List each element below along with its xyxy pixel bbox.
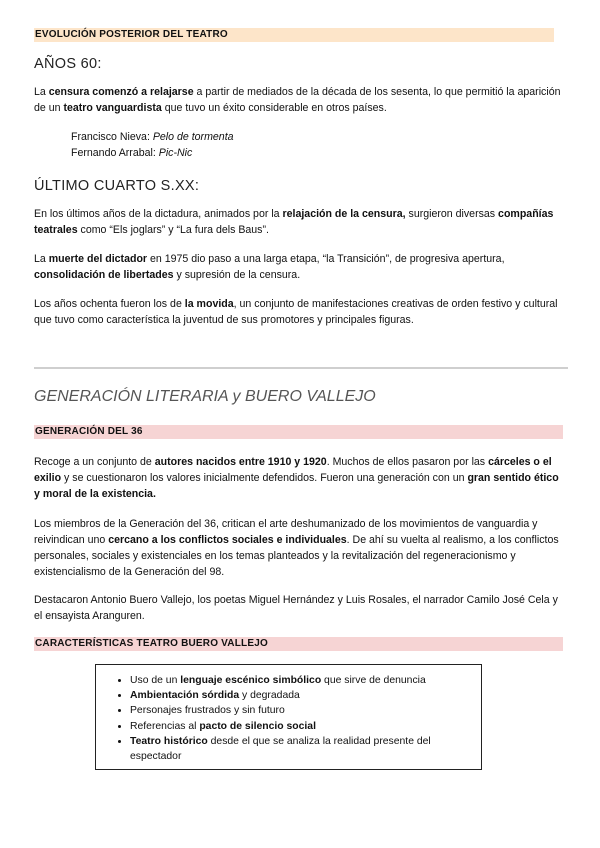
list-item: • Referencias al pacto de silencio social (130, 719, 481, 734)
list-item: • Ambientación sórdida y degradada (130, 688, 481, 703)
author-item: Fernando Arrabal: Pic-Nic (71, 147, 193, 159)
author-list (71, 129, 234, 161)
paragraph-movida: Los años ochenta fueron los de la movida, un conjunto de manifestaciones creativas de orden festivo y cultural que tuvo como característica la juventud de sus promotores y principales figuras. (34, 298, 558, 326)
paragraph-generacion-1: Recoge a un conjunto de autores nacidos entre 1910 y 1920. Muchos de ellos pasaron por las cárceles o el exilio y se cuestionaron los valores inicialmente defendidos. Fueron una generación con un gran sentido ético y moral de la existencia. (34, 456, 559, 500)
characteristics-box (95, 664, 482, 770)
author-item: Francisco Nieva: Pelo de tormenta (71, 131, 234, 143)
paragraph-generacion-3: Destacaron Antonio Buero Vallejo, los poetas Miguel Hernández y Luis Rosales, el narrador Camilo José Cela y el ensayista Aranguren. (34, 594, 558, 622)
list-item: • Personajes frustrados y sin futuro (130, 703, 481, 718)
section-banner-evolucion: EVOLUCIÓN POSTERIOR DEL TEATRO (34, 28, 554, 42)
section-divider (34, 367, 568, 369)
section-banner-generacion-36: GENERACIÓN DEL 36 (34, 425, 563, 439)
heading-ultimo-cuarto: ÚLTIMO CUARTO S.XX: (34, 178, 200, 194)
paragraph-dictadura: En los últimos años de la dictadura, animados por la relajación de la censura, surgieron diversas compañías teatrales como “Els joglars” y “La fura dels Baus”. (34, 208, 554, 236)
paragraph-transicion: La muerte del dictador en 1975 dio paso a una larga etapa, “la Transición”, de progresiva apertura, consolidación de libertades y supresión de la censura. (34, 253, 505, 281)
paragraph-generacion-2: Los miembros de la Generación del 36, critican el arte deshumanizado de los movimientos de vanguardia y reivindican uno cercano a los conflictos sociales e individuales. De ahí su vuelta al realismo, a los conflictos personales, sociales y existenciales en los temas planteados y la revitalización del regeneracionismo y existencialismo de la Generación del 98. (34, 518, 559, 578)
characteristics-list (96, 673, 481, 764)
section-banner-caracteristicas: CARACTERÍSTICAS TEATRO BUERO VALLEJO (34, 637, 563, 651)
paragraph-anos-60: La censura comenzó a relajarse a partir de mediados de la década de los sesenta, lo que permitió la aparición de un teatro vanguardista que tuvo un éxito considerable en otros países. (34, 86, 561, 114)
list-item: • Teatro histórico desde el que se analiza la realidad presente del espectador (130, 734, 481, 764)
heading-anos-60: AÑOS 60: (34, 56, 102, 72)
section-title-generacion: GENERACIÓN LITERARIA y BUERO VALLEJO (34, 388, 376, 405)
list-item: • Uso de un lenguaje escénico simbólico que sirve de denuncia (130, 673, 481, 688)
